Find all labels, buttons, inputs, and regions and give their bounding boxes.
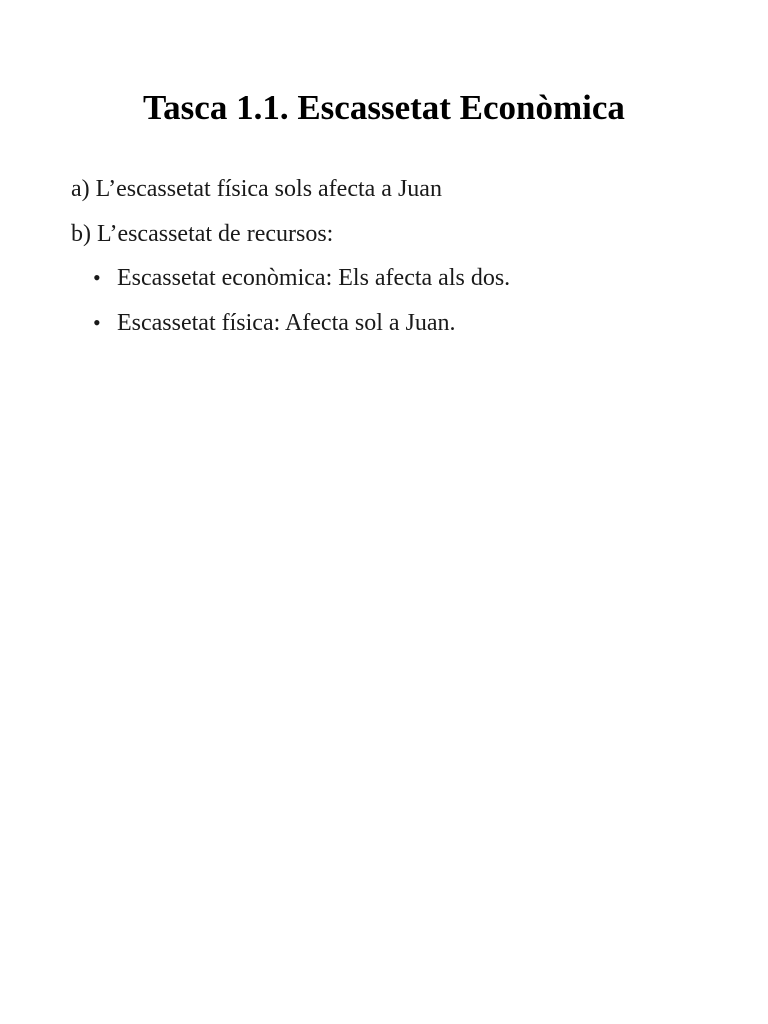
list-item: [0, 263, 768, 308]
page-title: Tasca 1.1. Escassetat Econòmica: [143, 88, 625, 127]
bullet-icon: •: [93, 265, 101, 290]
paragraph-b: b) L’escassetat de recursos:: [71, 221, 334, 247]
list-item-text: Escassetat física: Afecta sol a Juan.: [117, 310, 456, 336]
bullet-list: [0, 263, 768, 353]
list-item: [0, 308, 768, 353]
list-item-text: Escassetat econòmica: Els afecta als dos.: [117, 265, 511, 291]
paragraph-a: a) L’escassetat física sols afecta a Juan: [71, 176, 442, 202]
bullet-icon: •: [93, 310, 101, 335]
